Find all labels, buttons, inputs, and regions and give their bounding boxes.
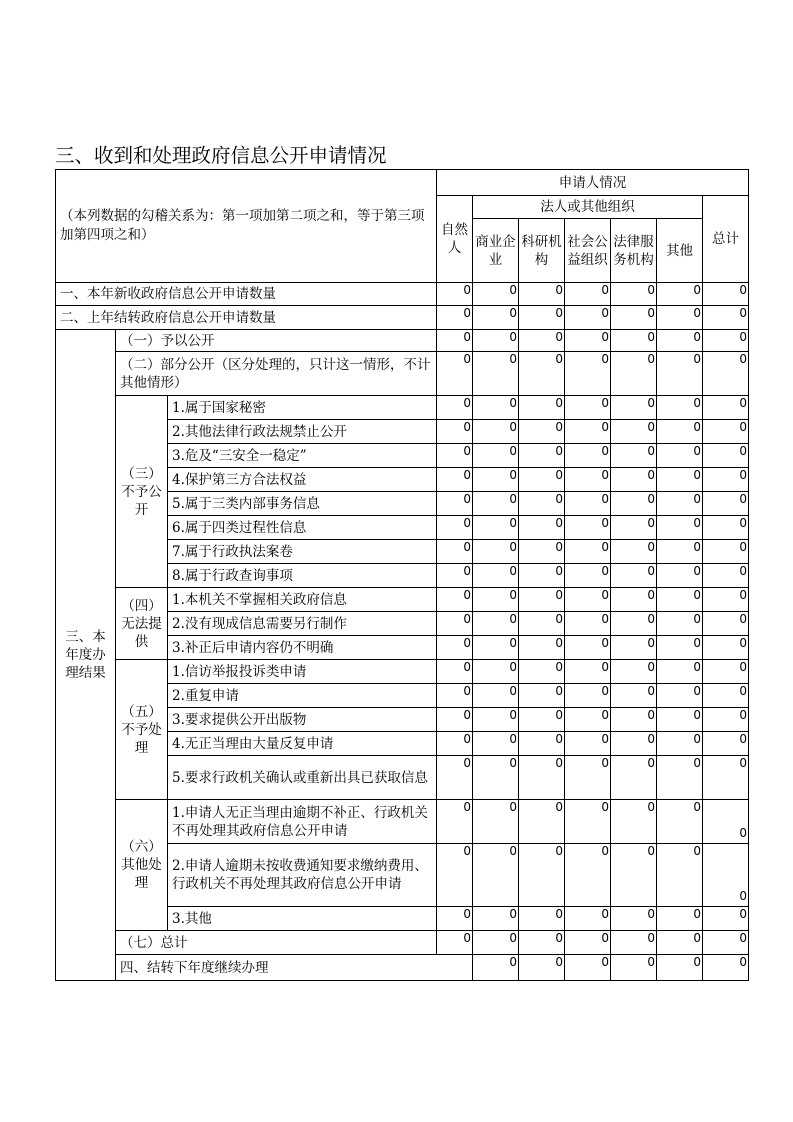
- row-label: 四、结转下年度继续办理: [116, 955, 473, 981]
- cell: 0: [565, 931, 611, 955]
- cell: 0: [565, 732, 611, 756]
- cell: 0: [657, 636, 703, 660]
- cell: 0: [657, 564, 703, 588]
- cell: 0: [437, 708, 473, 732]
- cell: 0: [519, 444, 565, 468]
- table-row: [56, 800, 749, 844]
- cell: 0: [437, 516, 473, 540]
- row-label: 2.其他法律行政法规禁止公开: [168, 420, 437, 444]
- cell: 0: [611, 907, 657, 931]
- cell: 0: [519, 588, 565, 612]
- cell: 0: [657, 907, 703, 931]
- row-label: 2.申请人逾期未按收费通知要求缴纳费用、行政机关不再处理其政府信息公开申请: [168, 844, 437, 907]
- cell: 0: [437, 588, 473, 612]
- row-label: 8.属于行政查询事项: [168, 564, 437, 588]
- cell: 0: [657, 468, 703, 492]
- cell: 0: [611, 612, 657, 636]
- row-label: 3.其他: [168, 907, 437, 931]
- cell: 0: [565, 516, 611, 540]
- cell: 0: [657, 396, 703, 420]
- cell: 0: [611, 955, 657, 981]
- cell: 0: [657, 800, 703, 844]
- cell: 0: [657, 492, 703, 516]
- cell: 0: [473, 492, 519, 516]
- cell: 0: [437, 732, 473, 756]
- row-label: （一）予以公开: [116, 330, 437, 352]
- cell: 0: [519, 844, 565, 907]
- cell: 0: [473, 844, 519, 907]
- cell: 0: [519, 931, 565, 955]
- cell: 0: [611, 283, 657, 306]
- cell: 0: [473, 800, 519, 844]
- row-label: 4.无正当理由大量反复申请: [168, 732, 437, 756]
- row-label: 1.信访举报投诉类申请: [168, 660, 437, 684]
- cell: 0: [611, 564, 657, 588]
- cell: 0: [703, 844, 749, 907]
- cell: 0: [611, 540, 657, 564]
- row-label: 5.属于三类内部事务信息: [168, 492, 437, 516]
- cell: 0: [519, 660, 565, 684]
- cell: 0: [565, 612, 611, 636]
- cell: 0: [703, 468, 749, 492]
- cell: 0: [565, 492, 611, 516]
- cell: 0: [657, 708, 703, 732]
- cell: 0: [703, 516, 749, 540]
- cell: 0: [657, 844, 703, 907]
- cell: 0: [519, 306, 565, 330]
- table-row: [56, 330, 749, 352]
- cell: 0: [437, 306, 473, 330]
- cell: 0: [611, 516, 657, 540]
- cell: 0: [611, 732, 657, 756]
- table-note: （本列数据的勾稽关系为：第一项加第二项之和，等于第三项加第四项之和）: [56, 170, 437, 283]
- cell: 0: [703, 540, 749, 564]
- social-header: 社会公益组织: [565, 219, 611, 283]
- cell: 0: [565, 684, 611, 708]
- cell: 0: [565, 396, 611, 420]
- row-label: 4.保护第三方合法权益: [168, 468, 437, 492]
- cell: 0: [437, 564, 473, 588]
- cell: 0: [519, 636, 565, 660]
- cell: 0: [611, 468, 657, 492]
- section-title: 三、收到和处理政府信息公开申请情况: [55, 144, 387, 167]
- cell: 0: [611, 636, 657, 660]
- cell: 0: [611, 396, 657, 420]
- cell: 0: [703, 396, 749, 420]
- cell: 0: [519, 800, 565, 844]
- cell: 0: [657, 660, 703, 684]
- cell: 0: [519, 330, 565, 352]
- cell: 0: [519, 468, 565, 492]
- cell: 0: [611, 756, 657, 800]
- cell: 0: [565, 468, 611, 492]
- row-label: 1.属于国家秘密: [168, 396, 437, 420]
- cell: 0: [565, 844, 611, 907]
- row-label: 2.没有现成信息需要另行制作: [168, 612, 437, 636]
- cell: 0: [611, 931, 657, 955]
- natural-person-header: 自然人: [437, 196, 473, 283]
- cell: 0: [703, 420, 749, 444]
- cell: 0: [703, 283, 749, 306]
- cell: 0: [473, 468, 519, 492]
- cell: 0: [437, 907, 473, 931]
- cell: 0: [611, 306, 657, 330]
- cell: 0: [437, 492, 473, 516]
- cell: 0: [437, 396, 473, 420]
- row-label: 6.属于四类过程性信息: [168, 516, 437, 540]
- cell: 0: [703, 588, 749, 612]
- cell: 0: [703, 684, 749, 708]
- cell: 0: [657, 955, 703, 981]
- legal-service-header: 法律服务机构: [611, 219, 657, 283]
- cell: 0: [437, 636, 473, 660]
- cell: 0: [611, 444, 657, 468]
- table-row: [56, 588, 749, 612]
- cell: 0: [473, 588, 519, 612]
- table-row: [56, 931, 749, 955]
- cell: 0: [703, 708, 749, 732]
- cell: 0: [657, 306, 703, 330]
- cell: 0: [611, 708, 657, 732]
- subgroup-label-not-processed: （五）不予处理: [116, 660, 168, 800]
- cell: 0: [657, 420, 703, 444]
- table-row: [56, 306, 749, 330]
- cell: 0: [473, 420, 519, 444]
- cell: 0: [473, 306, 519, 330]
- cell: 0: [703, 352, 749, 396]
- cell: 0: [703, 330, 749, 352]
- cell: 0: [437, 283, 473, 306]
- cell: 0: [611, 844, 657, 907]
- cell: 0: [611, 800, 657, 844]
- cell: 0: [565, 420, 611, 444]
- cell: 0: [703, 800, 749, 844]
- cell: 0: [703, 660, 749, 684]
- row-label: 3.危及“三安全一稳定”: [168, 444, 437, 468]
- cell: 0: [565, 540, 611, 564]
- cell: 0: [473, 756, 519, 800]
- cell: 0: [473, 516, 519, 540]
- row-label: 1.本机关不掌握相关政府信息: [168, 588, 437, 612]
- cell: 0: [519, 684, 565, 708]
- cell: 0: [657, 352, 703, 396]
- cell: 0: [519, 612, 565, 636]
- cell: 0: [657, 931, 703, 955]
- subgroup-label-not-disclosed: （三）不予公开: [116, 396, 168, 588]
- cell: 0: [437, 444, 473, 468]
- table-row: [56, 955, 749, 981]
- cell: 0: [703, 564, 749, 588]
- cell: 0: [565, 564, 611, 588]
- row-label: 7.属于行政执法案卷: [168, 540, 437, 564]
- cell: 0: [565, 283, 611, 306]
- cell: 0: [519, 756, 565, 800]
- row-label: （七）总计: [116, 931, 437, 955]
- cell: 0: [565, 955, 611, 981]
- row-label: 3.补正后申请内容仍不明确: [168, 636, 437, 660]
- cell: 0: [519, 396, 565, 420]
- cell: 0: [437, 468, 473, 492]
- cell: 0: [519, 352, 565, 396]
- cell: 0: [437, 612, 473, 636]
- cell: 0: [565, 756, 611, 800]
- cell: 0: [473, 732, 519, 756]
- cell: 0: [473, 931, 519, 955]
- subgroup-label-unable: （四）无法提供: [116, 588, 168, 660]
- cell: 0: [437, 800, 473, 844]
- cell: 0: [473, 660, 519, 684]
- cell: 0: [565, 352, 611, 396]
- cell: 0: [611, 492, 657, 516]
- cell: 0: [519, 283, 565, 306]
- cell: 0: [657, 540, 703, 564]
- cell: 0: [519, 907, 565, 931]
- table-row: [56, 352, 749, 396]
- cell: 0: [473, 684, 519, 708]
- cell: 0: [611, 684, 657, 708]
- cell: 0: [519, 516, 565, 540]
- cell: 0: [611, 660, 657, 684]
- table-row: [56, 660, 749, 684]
- cell: 0: [657, 684, 703, 708]
- cell: 0: [657, 283, 703, 306]
- cell: 0: [473, 330, 519, 352]
- cell: 0: [565, 636, 611, 660]
- research-header: 科研机构: [519, 219, 565, 283]
- row-label: 5.要求行政机关确认或重新出具已获取信息: [168, 756, 437, 800]
- group-label-results: 三、本年度办理结果: [56, 330, 116, 981]
- cell: 0: [565, 907, 611, 931]
- cell: 0: [437, 684, 473, 708]
- cell: 0: [703, 444, 749, 468]
- cell: 0: [473, 564, 519, 588]
- cell: 0: [611, 330, 657, 352]
- cell: 0: [473, 708, 519, 732]
- cell: 0: [703, 931, 749, 955]
- cell: 0: [703, 612, 749, 636]
- row-label: 1.申请人无正当理由逾期不补正、行政机关不再处理其政府信息公开申请: [168, 800, 437, 844]
- cell: 0: [565, 660, 611, 684]
- cell: 0: [657, 516, 703, 540]
- total-header: 总计: [703, 196, 749, 283]
- row-label: 2.重复申请: [168, 684, 437, 708]
- row-label: 二、上年结转政府信息公开申请数量: [56, 306, 437, 330]
- cell: 0: [437, 352, 473, 396]
- cell: 0: [703, 756, 749, 800]
- cell: 0: [519, 492, 565, 516]
- cell: 0: [703, 955, 749, 981]
- cell: 0: [703, 636, 749, 660]
- application-stats-table: [55, 169, 749, 981]
- cell: 0: [565, 306, 611, 330]
- cell: 0: [473, 955, 519, 981]
- cell: 0: [519, 540, 565, 564]
- cell: 0: [657, 732, 703, 756]
- cell: 0: [437, 931, 473, 955]
- cell: 0: [657, 612, 703, 636]
- legal-group-header: 法人或其他组织: [473, 196, 703, 219]
- cell: 0: [611, 352, 657, 396]
- row-label: 3.要求提供公开出版物: [168, 708, 437, 732]
- cell: 0: [565, 330, 611, 352]
- cell: 0: [437, 660, 473, 684]
- cell: 0: [703, 732, 749, 756]
- table-row: [56, 396, 749, 420]
- cell: 0: [519, 732, 565, 756]
- subgroup-label-other: （六）其他处理: [116, 800, 168, 931]
- cell: 0: [437, 844, 473, 907]
- row-label: 一、本年新收政府信息公开申请数量: [56, 283, 437, 306]
- cell: 0: [519, 955, 565, 981]
- cell: 0: [473, 540, 519, 564]
- cell: 0: [519, 564, 565, 588]
- cell: 0: [611, 420, 657, 444]
- cell: 0: [703, 907, 749, 931]
- other-header: 其他: [657, 219, 703, 283]
- cell: 0: [437, 330, 473, 352]
- cell: 0: [473, 352, 519, 396]
- cell: 0: [611, 588, 657, 612]
- cell: 0: [565, 588, 611, 612]
- cell: 0: [473, 907, 519, 931]
- cell: 0: [437, 420, 473, 444]
- cell: 0: [473, 444, 519, 468]
- cell: 0: [657, 444, 703, 468]
- table-row: [56, 283, 749, 306]
- cell: 0: [657, 756, 703, 800]
- cell: 0: [565, 444, 611, 468]
- cell: 0: [473, 396, 519, 420]
- cell: 0: [473, 283, 519, 306]
- cell: 0: [703, 306, 749, 330]
- cell: 0: [519, 708, 565, 732]
- row-label: （二）部分公开（区分处理的，只计这一情形，不计其他情形）: [116, 352, 437, 396]
- cell: 0: [437, 540, 473, 564]
- cell: 0: [565, 708, 611, 732]
- applicant-header: 申请人情况: [437, 170, 749, 196]
- cell: 0: [519, 420, 565, 444]
- cell: 0: [473, 636, 519, 660]
- business-header: 商业企业: [473, 219, 519, 283]
- cell: 0: [473, 612, 519, 636]
- cell: 0: [657, 588, 703, 612]
- cell: 0: [657, 330, 703, 352]
- cell: 0: [703, 492, 749, 516]
- cell: 0: [437, 756, 473, 800]
- cell: 0: [565, 800, 611, 844]
